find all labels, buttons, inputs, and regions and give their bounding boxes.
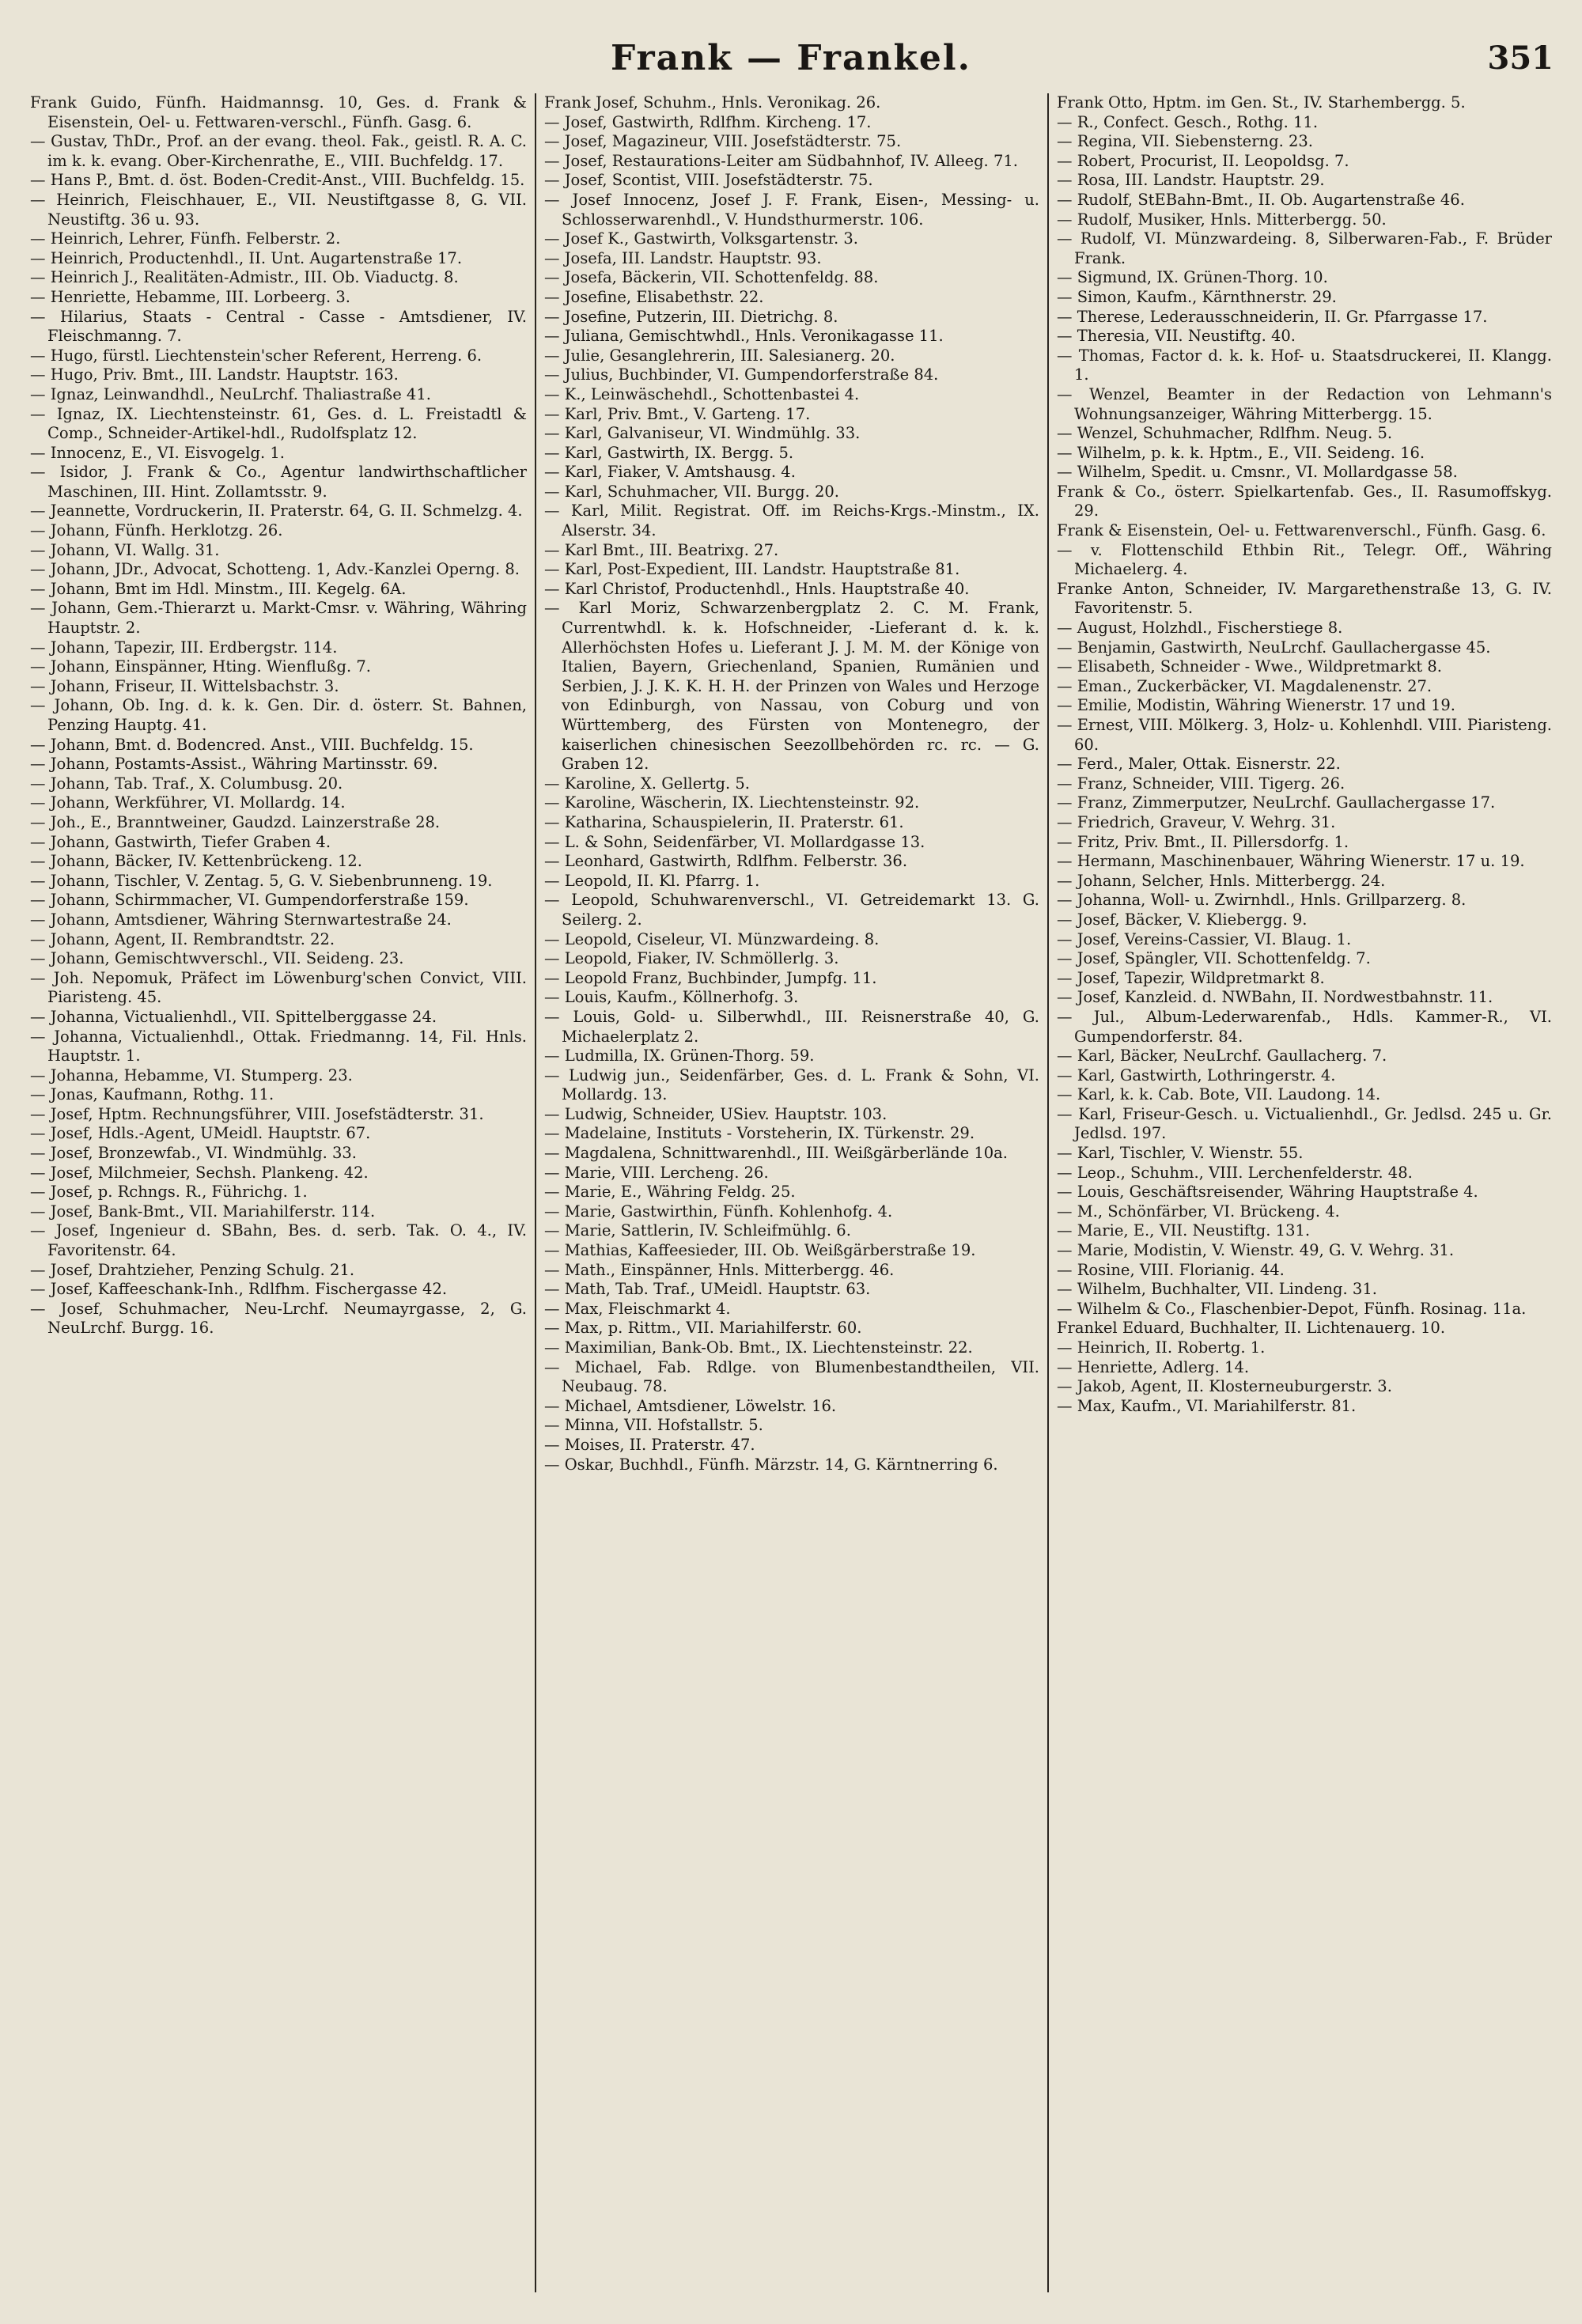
directory-entry: — Juliana, Gemischtwhdl., Hnls. Veronikagasse 11. [544, 327, 944, 346]
directory-entry: — Sigmund, IX. Grünen-Thorg. 10. [1057, 268, 1328, 287]
directory-entry: — Johanna, Victualienhdl., VII. Spittelberggasse 24. [30, 1007, 437, 1026]
directory-entry: — Rudolf, Musiker, Hnls. Mitterbergg. 50. [1057, 210, 1387, 229]
directory-entry: — Karl, Priv. Bmt., V. Garteng. 17. [544, 404, 811, 423]
directory-entry: — Johann, Postamts-Assist., Währing Martinsstr. 69. [30, 755, 438, 774]
directory-entry: — Josef, Gastwirth, Rdlfhm. Kircheng. 17. [544, 112, 872, 131]
directory-entry: — R., Confect. Gesch., Rothg. 11. [1057, 112, 1319, 131]
directory-entry: — Johann, Bmt im Hdl. Minstm., III. Kegelg. 6A. [30, 579, 407, 598]
directory-entry: — Friedrich, Graveur, V. Wehrg. 31. [1057, 812, 1336, 831]
directory-entry: — Leopold, Ciseleur, VI. Münzwardeing. 8. [544, 929, 880, 948]
directory-entry: — Josef, Vereins-Cassier, VI. Blaug. 1. [1057, 929, 1352, 948]
directory-entry: — Johann, Fünfh. Herklotzg. 26. [30, 521, 283, 540]
directory-entry: — Fritz, Priv. Bmt., II. Pillersdorfg. 1. [1057, 832, 1349, 851]
directory-entry: — Ludwig, Schneider, USiev. Hauptstr. 103. [544, 1104, 888, 1123]
directory-entry: — Math., Einspänner, Hnls. Mitterbergg. 46. [544, 1260, 895, 1279]
directory-entry: — Wenzel, Beamter in der Redaction von Lehmann's Wohnungsanzeiger, Währing Mitterbergg. 15. [1057, 384, 1552, 423]
directory-entry: — Michael, Fab. Rdlge. von Blumenbestandtheilen, VII. Neubaug. 78. [544, 1357, 1039, 1396]
directory-entry: — Josef, Schuhmacher, Neu-Lrchf. Neumayrgasse, 2, G. NeuLrchf. Burgg. 16. [30, 1299, 527, 1338]
directory-entry: — Hugo, Priv. Bmt., III. Landstr. Hauptstr. 163. [30, 365, 399, 384]
directory-entry: — Karl, k. k. Cab. Bote, VII. Laudong. 14. [1057, 1085, 1381, 1104]
directory-entry: — Josef, Ingenieur d. SBahn, Bes. d. serb. Tak. O. 4., IV. Favoritenstr. 64. [30, 1221, 527, 1260]
directory-entry: — Josef, p. Rchngs. R., Führichg. 1. [30, 1183, 308, 1202]
directory-entry: — Leonhard, Gastwirth, Rdlfhm. Felberstr. 36. [544, 852, 908, 871]
directory-entry: — Jul., Album-Lederwarenfab., Hdls. Kammer-R., VI. Gumpendorferstr. 84. [1057, 1007, 1552, 1046]
directory-entry: Franke Anton, Schneider, IV. Margarethenstraße 13, G. IV. Favoritenstr. 5. [1057, 579, 1552, 618]
directory-entry: — Marie, Modistin, V. Wienstr. 49, G. V. Wehrg. 31. [1057, 1241, 1455, 1260]
directory-entry: — Johanna, Woll- u. Zwirnhdl., Hnls. Grillparzerg. 8. [1057, 891, 1467, 910]
directory-entry: — Karoline, X. Gellertg. 5. [544, 774, 750, 793]
directory-entry: — Gustav, ThDr., Prof. an der evang. theol. Fak., geistl. R. A. C. im k. k. evang. Ober-Kirchenrathe, E., VIII. Buchfeldg. 17. [30, 132, 527, 170]
directory-entry: — Johann, Gemischtwverschl., VII. Seideng. 23. [30, 949, 404, 968]
directory-entry: — Heinrich J., Realitäten-Admistr., III. Ob. Viaductg. 8. [30, 268, 459, 287]
directory-entry: — Leop., Schuhm., VIII. Lerchenfelderstr. 48. [1057, 1163, 1413, 1182]
directory-entry: Frank & Eisenstein, Oel- u. Fettwarenverschl., Fünfh. Gasg. 6. [1057, 521, 1546, 540]
page-number: 351 [1487, 40, 1554, 77]
directory-entry: — Johann, Amtsdiener, Währing Sternwartestraße 24. [30, 910, 452, 929]
directory-entry: — Ignaz, IX. Liechtensteinstr. 61, Ges. d. L. Freistadtl & Comp., Schneider-Artikel-hdl., Rudolfsplatz 12. [30, 404, 527, 443]
directory-entry: — L. & Sohn, Seidenfärber, VI. Mollardgasse 13. [544, 832, 925, 851]
directory-entry: — Marie, Sattlerin, IV. Schleifmühlg. 6. [544, 1221, 851, 1240]
directory-entry: — Jonas, Kaufmann, Rothg. 11. [30, 1085, 274, 1104]
directory-entry: — Josef, Drahtzieher, Penzing Schulg. 21. [30, 1260, 355, 1279]
directory-entry: — Marie, VIII. Lercheng. 26. [544, 1163, 769, 1182]
directory-entry: — Elisabeth, Schneider - Wwe., Wildpretmarkt 8. [1057, 657, 1442, 676]
directory-entry: — Hugo, fürstl. Liechtenstein'scher Referent, Herreng. 6. [30, 346, 483, 365]
directory-entry: — Johann, Schirmmacher, VI. Gumpendorferstraße 159. [30, 891, 469, 910]
directory-entry: — Wilhelm & Co., Flaschenbier-Depot, Fünfh. Rosinag. 11a. [1057, 1299, 1527, 1318]
directory-entry: — Rosine, VIII. Florianig. 44. [1057, 1260, 1285, 1279]
directory-entry: — Joh., E., Branntweiner, Gaudzd. Lainzerstraße 28. [30, 812, 441, 831]
directory-entry: — Johann, Selcher, Hnls. Mitterbergg. 24. [1057, 871, 1386, 890]
directory-entry: — Rudolf, StEBahn-Bmt., II. Ob. Augartenstraße 46. [1057, 190, 1465, 209]
directory-entry: — Josef, Restaurations-Leiter am Südbahnhof, IV. Alleeg. 71. [544, 151, 1018, 170]
directory-entry: — Josef Innocenz, Josef J. F. Frank, Eisen-, Messing- u. Schlosserwarenhdl., V. Hundsthurmerstr. 106. [544, 190, 1039, 229]
directory-entry: — Robert, Procurist, II. Leopoldsg. 7. [1057, 151, 1349, 170]
directory-entry: — Max, Fleischmarkt 4. [544, 1299, 731, 1318]
directory-entry: — Ludwig jun., Seidenfärber, Ges. d. L. Frank & Sohn, VI. Mollardg. 13. [544, 1065, 1039, 1104]
directory-entry: — Isidor, J. Frank & Co., Agentur landwirthschaftlicher Maschinen, III. Hint. Zollamtsstr. 9. [30, 463, 527, 501]
directory-entry: — Henriette, Adlerg. 14. [1057, 1357, 1250, 1376]
column-left [22, 93, 535, 2292]
directory-entry: — Wilhelm, Buchhalter, VII. Lindeng. 31. [1057, 1280, 1377, 1299]
directory-entry: — Maximilian, Bank-Ob. Bmt., IX. Liechtensteinstr. 22. [544, 1338, 973, 1357]
directory-entry: — Johann, Friseur, II. Wittelsbachstr. 3. [30, 676, 339, 695]
directory-entry: — Ignaz, Leinwandhdl., NeuLrchf. Thaliastraße 41. [30, 384, 431, 403]
page-title: Frank — Frankel. [611, 38, 971, 78]
directory-entry: — Joh. Nepomuk, Präfect im Löwenburg'schen Convict, VIII. Piaristeng. 45. [30, 968, 527, 1007]
directory-entry: — Josef, Tapezir, Wildpretmarkt 8. [1057, 968, 1325, 987]
directory-entry: — Jakob, Agent, II. Klosterneuburgerstr. 3. [1057, 1377, 1392, 1396]
directory-entry: — Marie, E., Währing Feldg. 25. [544, 1183, 796, 1202]
directory-entry: — Johann, Bmt. d. Bodencred. Anst., VIII. Buchfeldg. 15. [30, 735, 474, 754]
directory-entry: — Josefa, Bäckerin, VII. Schottenfeldg. 88. [544, 268, 879, 287]
directory-entry: — Julie, Gesanglehrerin, III. Salesianerg. 20. [544, 346, 895, 365]
directory-entry: — Katharina, Schauspielerin, II. Praterstr. 61. [544, 812, 904, 831]
directory-entry: — Math, Tab. Traf., UMeidl. Hauptstr. 63. [544, 1280, 871, 1299]
directory-entry: — Johann, Gem.-Thierarzt u. Markt-Cmsr. v. Währing, Währing Hauptstr. 2. [30, 599, 527, 638]
directory-entry: — Josef, Hdls.-Agent, UMeidl. Hauptstr. 67. [30, 1124, 371, 1143]
directory-entry: — Leopold, Schuhwarenverschl., VI. Getreidemarkt 13. G. Seilerg. 2. [544, 891, 1039, 929]
directory-entry: — Karl, Tischler, V. Wienstr. 55. [1057, 1144, 1304, 1163]
directory-entry: — Moises, II. Praterstr. 47. [544, 1435, 755, 1454]
directory-entry: Frank Otto, Hptm. im Gen. St., IV. Starhembergg. 5. [1057, 93, 1466, 112]
directory-entry: — Hilarius, Staats - Central - Casse - Amtsdiener, IV. Fleischmanng. 7. [30, 307, 527, 346]
directory-entry: — Josef, Kaffeeschank-Inh., Rdlfhm. Fischergasse 42. [30, 1280, 448, 1299]
directory-entry: — Karl, Galvaniseur, VI. Windmühlg. 33. [544, 424, 861, 443]
directory-entry: — Louis, Gold- u. Silberwhdl., III. Reisnerstraße 40, G. Michaelerplatz 2. [544, 1007, 1039, 1046]
directory-entry: — Theresia, VII. Neustiftg. 40. [1057, 327, 1296, 346]
directory-entry: — Heinrich, Productenhdl., II. Unt. Augartenstraße 17. [30, 248, 463, 267]
directory-entry: — Max, Kaufm., VI. Mariahilferstr. 81. [1057, 1396, 1357, 1415]
directory-entry: — Wenzel, Schuhmacher, Rdlfhm. Neug. 5. [1057, 424, 1393, 443]
directory-entry: — Emilie, Modistin, Währing Wienerstr. 17 und 19. [1057, 696, 1456, 715]
directory-entry: — Rudolf, VI. Münzwardeing. 8, Silberwaren-Fab., F. Brüder Frank. [1057, 229, 1552, 267]
directory-entry: — Jeannette, Vordruckerin, II. Praterstr. 64, G. II. Schmelzg. 4. [30, 502, 523, 520]
directory-entry: — Wilhelm, p. k. k. Hptm., E., VII. Seideng. 16. [1057, 443, 1425, 462]
directory-entry: — August, Holzhdl., Fischerstiege 8. [1057, 619, 1343, 638]
directory-entry: — Josef, Kanzleid. d. NWBahn, II. Nordwestbahnstr. 11. [1057, 988, 1493, 1007]
directory-entry: — Ferd., Maler, Ottak. Eisnerstr. 22. [1057, 755, 1341, 774]
directory-entry: — Johann, Gastwirth, Tiefer Graben 4. [30, 832, 331, 851]
directory-entry: — Karl, Fiaker, V. Amtshausg. 4. [544, 463, 796, 482]
directory-entry: — Marie, E., VII. Neustiftg. 131. [1057, 1221, 1311, 1240]
column-middle [535, 93, 1047, 2292]
directory-entry: — Josef, Spängler, VII. Schottenfeldg. 7. [1057, 949, 1371, 968]
directory-entry: Frankel Eduard, Buchhalter, II. Lichtenauerg. 10. [1057, 1319, 1446, 1338]
directory-entry: — Josef, Hptm. Rechnungsführer, VIII. Josefstädterstr. 31. [30, 1104, 484, 1123]
directory-entry: — Madelaine, Instituts - Vorsteherin, IX. Türkenstr. 29. [544, 1124, 975, 1143]
directory-entry: — Karl Moriz, Schwarzenbergplatz 2. C. M. Frank, Currentwhdl. k. k. Hofschneider, -Lieferant d. k. k. Allerhöchsten Hofes u. Lieferant J. J. M. M. der Könige von Italien, Bayern, Griechenland, Spanien, Rumänien und Serbien, J. J. K. K. H. H. der Prinzen von Wales und Herzoge von Edinburgh, von Nassau, von Coburg und von Württemberg, des Fürsten von Montenegro, der kaiserlichen chinesischen Seezollbehörden rc. rc. — G. Graben 12. [544, 599, 1039, 774]
column-right [1047, 93, 1560, 2292]
directory-entry: — v. Flottenschild Ethbin Rit., Telegr. Off., Währing Michaelerg. 4. [1057, 540, 1552, 579]
directory-entry: — Karl, Post-Expedient, III. Landstr. Hauptstraße 81. [544, 560, 960, 579]
directory-entry: — Marie, Gastwirthin, Fünfh. Kohlenhofg. 4. [544, 1202, 893, 1221]
directory-entry: — Minna, VII. Hofstallstr. 5. [544, 1416, 763, 1435]
directory-entry: — Josef, Bronzewfab., VI. Windmühlg. 33. [30, 1144, 357, 1163]
directory-entry: — Louis, Kaufm., Köllnerhofg. 3. [544, 988, 799, 1007]
directory-entry: Frank & Co., österr. Spielkartenfab. Ges., II. Rasumoffskyg. 29. [1057, 482, 1552, 520]
directory-entry: — Johanna, Hebamme, VI. Stumperg. 23. [30, 1065, 353, 1084]
directory-entry: — Wilhelm, Spedit. u. Cmsnr., VI. Mollardgasse 58. [1057, 463, 1458, 482]
directory-entry: — Rosa, III. Landstr. Hauptstr. 29. [1057, 171, 1325, 190]
directory-entry: — Josef, Magazineur, VIII. Josefstädterstr. 75. [544, 132, 902, 151]
page-header [22, 38, 1560, 87]
directory-entry: — Innocenz, E., VI. Eisvogelg. 1. [30, 443, 285, 462]
directory-entry: Frank Guido, Fünfh. Haidmannsg. 10, Ges. d. Frank & Eisenstein, Oel- u. Fettwaren-verschl., Fünfh. Gasg. 6. [30, 93, 527, 131]
directory-entry: — K., Leinwäschehdl., Schottenbastei 4. [544, 384, 860, 403]
directory-entry: — Leopold, Fiaker, IV. Schmöllerlg. 3. [544, 949, 839, 968]
directory-entry: — Karl, Schuhmacher, VII. Burgg. 20. [544, 482, 839, 501]
directory-entry: — Karl, Friseur-Gesch. u. Victualienhdl., Gr. Jedlsd. 245 u. Gr. Jedlsd. 197. [1057, 1104, 1552, 1143]
directory-entry: — Oskar, Buchhdl., Fünfh. Märzstr. 14, G. Kärntnerring 6. [544, 1455, 998, 1474]
directory-entry: — Josefine, Elisabethstr. 22. [544, 287, 764, 306]
directory-entry: — Ludmilla, IX. Grünen-Thorg. 59. [544, 1047, 815, 1065]
directory-entry: — Karl, Gastwirth, Lothringerstr. 4. [1057, 1065, 1336, 1084]
directory-entry: — Johann, Einspänner, Hting. Wienflußg. 7. [30, 657, 371, 676]
directory-entry: — Eman., Zuckerbäcker, VI. Magdalenenstr. 27. [1057, 676, 1433, 695]
directory-entry: — Josefine, Putzerin, III. Dietrichg. 8. [544, 307, 838, 326]
directory-entry: — Karl, Bäcker, NeuLrchf. Gaullacherg. 7. [1057, 1047, 1387, 1065]
directory-entry: — Hermann, Maschinenbauer, Währing Wienerstr. 17 u. 19. [1057, 852, 1525, 871]
directory-entry: — Karoline, Wäscherin, IX. Liechtensteinstr. 92. [544, 793, 920, 812]
directory-entry: — Magdalena, Schnittwarenhdl., III. Weißgärberlände 10a. [544, 1144, 1008, 1163]
directory-entry: — Johanna, Victualienhdl., Ottak. Friedmanng. 14, Fil. Hnls. Hauptstr. 1. [30, 1027, 527, 1065]
directory-entry: — Karl, Milit. Registrat. Off. im Reichs-Krgs.-Minstm., IX. Alserstr. 34. [544, 502, 1039, 540]
directory-entry: — Heinrich, Lehrer, Fünfh. Felberstr. 2. [30, 229, 341, 248]
directory-entry: — Leopold Franz, Buchbinder, Jumpfg. 11. [544, 968, 877, 987]
directory-entry: — Johann, Werkführer, VI. Mollardg. 14. [30, 793, 346, 812]
directory-entry: — Regina, VII. Siebensterng. 23. [1057, 132, 1313, 151]
directory-entry: — Johann, Agent, II. Rembrandtstr. 22. [30, 929, 335, 948]
directory-entry: — Franz, Zimmerputzer, NeuLrchf. Gaullachergasse 17. [1057, 793, 1496, 812]
directory-entry: — Josefa, III. Landstr. Hauptstr. 93. [544, 248, 822, 267]
directory-entry: — Karl, Gastwirth, IX. Bergg. 5. [544, 443, 794, 462]
directory-entry: — Franz, Schneider, VIII. Tigerg. 26. [1057, 774, 1345, 793]
directory-entry: — Benjamin, Gastwirth, NeuLrchf. Gaullachergasse 45. [1057, 638, 1491, 657]
directory-entry: — M., Schönfärber, VI. Brückeng. 4. [1057, 1202, 1340, 1221]
directory-entry: — Johann, Tapezir, III. Erdbergstr. 114. [30, 638, 338, 657]
directory-entry: — Johann, Bäcker, IV. Kettenbrückeng. 12. [30, 852, 362, 871]
directory-entry: — Thomas, Factor d. k. k. Hof- u. Staatsdruckerei, II. Klangg. 1. [1057, 346, 1552, 384]
directory-columns [22, 93, 1560, 2292]
directory-entry: — Karl Bmt., III. Beatrixg. 27. [544, 540, 779, 559]
directory-entry: — Johann, Tab. Traf., X. Columbusg. 20. [30, 774, 343, 793]
directory-entry: — Julius, Buchbinder, VI. Gumpendorferstraße 84. [544, 365, 939, 384]
directory-entry: — Heinrich, Fleischhauer, E., VII. Neustiftgasse 8, G. VII. Neustiftg. 36 u. 93. [30, 190, 527, 229]
directory-entry: — Therese, Lederausschneiderin, II. Gr. Pfarrgasse 17. [1057, 307, 1488, 326]
directory-entry: — Josef, Milchmeier, Sechsh. Plankeng. 42. [30, 1163, 369, 1182]
directory-entry: — Josef, Bäcker, V. Kliebergg. 9. [1057, 910, 1308, 929]
directory-entry: — Johann, Tischler, V. Zentag. 5, G. V. Siebenbrunneng. 19. [30, 871, 493, 890]
directory-entry: — Johann, VI. Wallg. 31. [30, 540, 220, 559]
directory-entry: — Max, p. Rittm., VII. Mariahilferstr. 60. [544, 1319, 862, 1338]
directory-entry: — Simon, Kaufm., Kärnthnerstr. 29. [1057, 287, 1337, 306]
directory-entry: — Mathias, Kaffeesieder, III. Ob. Weißgärberstraße 19. [544, 1241, 976, 1260]
directory-entry: Frank Josef, Schuhm., Hnls. Veronikag. 26. [544, 93, 881, 112]
directory-entry: — Leopold, II. Kl. Pfarrg. 1. [544, 871, 760, 890]
directory-entry: — Josef K., Gastwirth, Volksgartenstr. 3. [544, 229, 858, 248]
directory-entry: — Henriette, Hebamme, III. Lorbeerg. 3. [30, 287, 350, 306]
directory-entry: — Michael, Amtsdiener, Löwelstr. 16. [544, 1396, 837, 1415]
directory-entry: — Karl Christof, Productenhdl., Hnls. Hauptstraße 40. [544, 579, 970, 598]
directory-entry: — Johann, JDr., Advocat, Schotteng. 1, Adv.-Kanzlei Operng. 8. [30, 560, 520, 579]
directory-entry: — Johann, Ob. Ing. d. k. k. Gen. Dir. d. österr. St. Bahnen, Penzing Hauptg. 41. [30, 696, 527, 734]
directory-entry: — Ernest, VIII. Mölkerg. 3, Holz- u. Kohlenhdl. VIII. Piaristeng. 60. [1057, 716, 1552, 754]
directory-entry: — Louis, Geschäftsreisender, Währing Hauptstraße 4. [1057, 1183, 1478, 1202]
directory-entry: — Josef, Scontist, VIII. Josefstädterstr. 75. [544, 171, 873, 190]
directory-entry: — Josef, Bank-Bmt., VII. Mariahilferstr. 114. [30, 1202, 376, 1221]
directory-entry: — Heinrich, II. Robertg. 1. [1057, 1338, 1266, 1357]
directory-entry: — Hans P., Bmt. d. öst. Boden-Credit-Anst., VIII. Buchfeldg. 15. [30, 171, 525, 190]
